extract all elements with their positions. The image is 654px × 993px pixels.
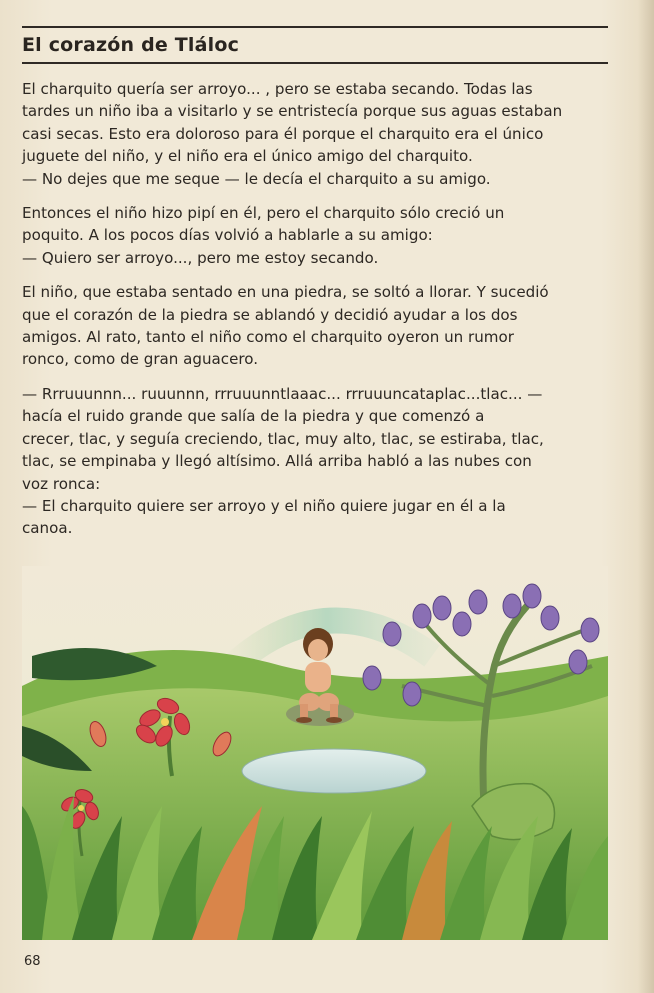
paragraph-3 bbox=[22, 281, 612, 371]
text-line: juguete del niño, y el niño era el único amigo del charquito. bbox=[22, 147, 473, 166]
text-line: ronco, como de gran aguacero. bbox=[22, 350, 259, 369]
text-line: tardes un niño iba a visitarlo y se entristecía porque sus aguas estaban bbox=[22, 102, 563, 121]
text-line: — Quiero ser arroyo..., pero me estoy secando. bbox=[22, 248, 379, 267]
text-line: que el corazón de la piedra se ablandó y decidió ayudar a los dos bbox=[22, 305, 518, 324]
text-line: crecer, tlac, y seguía creciendo, tlac, muy alto, tlac, se estiraba, tlac, bbox=[22, 429, 544, 448]
text-line: El niño, que estaba sentado en una piedra, se soltó a llorar. Y sucedió bbox=[22, 283, 549, 302]
pond bbox=[242, 749, 426, 793]
story-illustration bbox=[22, 566, 608, 940]
paragraph-2 bbox=[22, 202, 612, 269]
illustration-svg bbox=[22, 566, 608, 940]
text-line: poquito. A los pocos días volvió a hablarle a su amigo: bbox=[22, 226, 433, 245]
paragraph-1 bbox=[22, 78, 612, 190]
text-line: hacía el ruido grande que salía de la piedra y que comenzó a bbox=[22, 407, 485, 426]
text-line: tlac, se empinaba y llegó altísimo. Allá arriba habló a las nubes con bbox=[22, 452, 532, 471]
text-line: amigos. Al rato, tanto el niño como el charquito oyeron un rumor bbox=[22, 328, 514, 347]
page-edge-shadow bbox=[638, 0, 654, 993]
text-line: casi secas. Esto era doloroso para él porque el charquito era el único bbox=[22, 124, 544, 143]
text-line: voz ronca: bbox=[22, 474, 101, 493]
text-line: El charquito quería ser arroyo... , pero se estaba secando. Todas las bbox=[22, 80, 533, 98]
page-number: 68 bbox=[24, 954, 41, 969]
text-line: — No dejes que me seque — le decía el charquito a su amigo. bbox=[22, 169, 491, 188]
text-line: canoa. bbox=[22, 519, 73, 538]
paragraph-4 bbox=[22, 383, 612, 540]
text-line: — El charquito quiere ser arroyo y el niño quiere jugar en él a la bbox=[22, 496, 506, 515]
page-title: El corazón de Tláloc bbox=[22, 34, 240, 56]
text-line: Entonces el niño hizo pipí en él, pero el charquito sólo creció un bbox=[22, 204, 505, 223]
title-rule-bottom bbox=[22, 62, 608, 64]
title-rule-top bbox=[22, 26, 608, 28]
story-text bbox=[22, 78, 612, 552]
text-line: — Rrruuunnn... ruuunnn, rrruuunntlaaac... rrruuuncataplac...tlac... — bbox=[22, 384, 543, 403]
